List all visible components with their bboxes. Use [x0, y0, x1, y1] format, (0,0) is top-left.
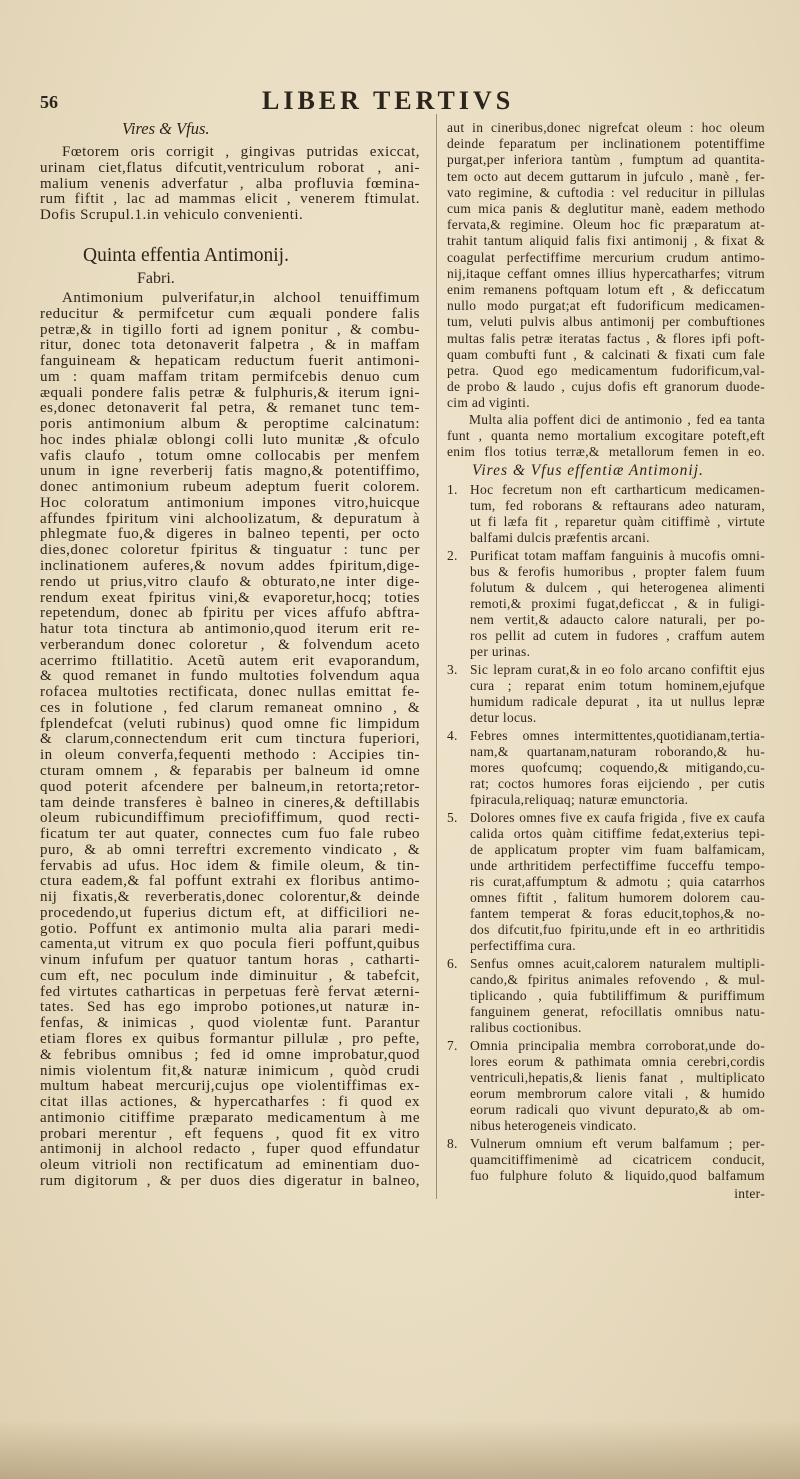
- text-line: hatur tota tinctura ab antimonio,quod iterum erit re-: [40, 621, 420, 638]
- item-number: 1.: [447, 482, 458, 497]
- text-line: cando,& fpiritus animales refovendo , & mul-: [470, 972, 765, 987]
- text-line: repetendum, donec ab fpiritu per vices affufo abftra-: [40, 605, 420, 622]
- text-line: fanguinem generat, refocillatis omnibus natu-: [470, 1004, 765, 1019]
- text-line: nam,& quartanam,naturam roborando,& hu-: [470, 744, 765, 759]
- list-item: [447, 1038, 765, 1134]
- text-line: omnes fiftit , falitum humorem dolorem cau-: [470, 890, 765, 905]
- text-line: camenta,ut vitrum ex quo pocula fieri poffunt,quibus: [40, 936, 420, 953]
- text-line: multas falis petræ iteratas factus , & flores ipfi poft-: [447, 330, 765, 346]
- text-line: deinde feparatum per inclinationem potentiffime: [447, 136, 765, 152]
- text-line: fervata,& regimine. Oleum hoc fic præparatum at-: [447, 217, 765, 233]
- item-number: 5.: [447, 810, 458, 825]
- list-item: [447, 482, 765, 546]
- text-line: oleum vitrioli non rectificatum ad eminentiam duo-: [40, 1157, 420, 1174]
- text-line: vato regimine, & cuftodia : vel reducitur in pillulas: [447, 184, 765, 200]
- catchword: inter-: [734, 1186, 765, 1201]
- text-line: fplendefcat (veluti rubinus) quod omne fic limpidum: [40, 715, 420, 732]
- text-line: Omnia principalia membra corroborat,unde do-: [470, 1038, 765, 1053]
- text-line: es,donec detonaverit fal petra, & remanet tunc tem-: [40, 400, 420, 417]
- list-item: [447, 662, 765, 726]
- text-line: lores eorum & pathimata omnia cerebri,cordis: [470, 1054, 765, 1069]
- item-text: [470, 662, 765, 726]
- text-line: tum, veluti pulvis albus antimonij per combuftiones: [447, 314, 765, 330]
- list-item: [447, 548, 765, 660]
- text-line: fenfas, & inimicas , quod violentæ funt. Parantur: [40, 1015, 420, 1032]
- item-text: [470, 810, 765, 954]
- text-line: fantem temperat & foras educit,tophos,& no-: [470, 906, 765, 921]
- text-line: balfami dulcis præfentis arcani.: [470, 530, 650, 545]
- list-item: [447, 810, 765, 954]
- item-text: [470, 482, 765, 546]
- column-rule: [436, 114, 437, 1199]
- item-text: [470, 548, 765, 660]
- numbered-list: [447, 482, 765, 1202]
- text-line: ficatum ter aut quater, connectes cum fuo fale rubeo: [40, 826, 420, 843]
- text-line: rum digitorum , & per duos dies digeratur in balneo,: [40, 1172, 420, 1189]
- text-line: nem vertit,& adaucto calore naturali, per po-: [470, 612, 765, 627]
- text-line: & quod remanet in fundo multoties folvendum aqua: [40, 668, 420, 685]
- text-line: Hoc fecretum non eft cartharticum medicamen-: [470, 482, 765, 497]
- right-paragraph-2: [447, 412, 765, 461]
- text-line: æquali pondere falis petræ & fulphuris,& iterum igni-: [40, 384, 420, 401]
- right-section-heading: Vires & Vfus effentiæ Antimonij.: [472, 462, 704, 479]
- text-line: folutum & dulcem , qui heterogenea alimenti: [470, 580, 765, 595]
- item-text: [470, 728, 765, 808]
- text-line: vafis claufo , totum omne collocabis per menfem: [40, 447, 420, 464]
- item-number: 2.: [447, 548, 458, 563]
- text-line: tam deinde transferes è balneo in cineres,& deftillabis: [40, 794, 420, 811]
- text-line: dies,donec coloretur fpiritus & tinguatur : tunc per: [40, 542, 420, 559]
- text-line: oleum rubicundiffimum preciofiffimum, quod recti-: [40, 810, 420, 827]
- text-line: quam combufti funt , & calcinati & fixati cum fale: [447, 346, 765, 362]
- text-line: ros pellit ad cutem in fudores , craffum autem: [470, 628, 765, 643]
- text-line: hoc indes phialæ oblongi colli luto munitæ ,& ofculo: [40, 431, 420, 448]
- text-line: aut in cineribus,donec nigrefcat oleum : hoc oleum: [447, 120, 765, 135]
- text-line: Febres omnes intermittentes,quotidianam,tertia-: [470, 728, 765, 743]
- text-line: per urinas.: [470, 644, 531, 659]
- text-line: nij,itaque ceffant omnes illius hypercatharfes; vitrum: [447, 265, 765, 281]
- text-line: rofacea multoties rectificata, donec nullas emittat fe-: [40, 684, 420, 701]
- text-line: rat; coctos humores foras eijciendo , per cutis: [470, 776, 765, 791]
- text-line: tiplicando , quia fubtiliffimum & puriffimum: [470, 988, 765, 1003]
- text-line: cim ad viginti.: [447, 395, 530, 411]
- text-line: rendo ut prius,vitro claufo & obturato,ne inter dige-: [40, 573, 420, 590]
- text-line: de applicatum propter vim fuam balfamicam,: [470, 842, 765, 857]
- text-line: bus & ferofis humoribus , propter falem fuum: [470, 564, 765, 579]
- text-line: Multa alia poffent dici de antimonio , fed ea tanta: [469, 411, 765, 427]
- text-line: cum mica panis & deglutitur manè, eadem methodo: [447, 201, 765, 217]
- running-title: LIBER TERTIVS: [262, 86, 515, 115]
- item-text: [470, 956, 765, 1036]
- text-line: ventriculi,hepatis,& lienis fanat , multiplicato: [470, 1070, 765, 1085]
- text-line: rum fiftit , lac ad mammas elicit , venerem ftimulat.: [40, 191, 420, 208]
- text-line: antimonio citiffime præparato medicamentum à me: [40, 1109, 420, 1126]
- text-line: perfectiffima cura.: [470, 938, 576, 953]
- text-line: eorum membrorum calore vitali , & humido: [470, 1086, 765, 1101]
- section-title: Quinta effentia Antimonij.: [83, 245, 289, 266]
- text-line: ces in folutione , fed clarum remaneat omnino , &: [40, 699, 420, 716]
- text-line: inclinationem auferes,& novum addes fpiritum,dige-: [40, 558, 420, 575]
- text-line: um : quam maffam tritam permifcebis denuo cum: [40, 368, 420, 385]
- item-text: [470, 1038, 765, 1134]
- text-line: multum habeat mercurij,cujus ope violentiffimas ex-: [40, 1078, 420, 1095]
- text-line: Dolores omnes five ex caufa frigida , five ex caufa: [470, 810, 765, 825]
- text-line: fed virtutes catharticas in perpetuas ferè fervat æterni-: [40, 983, 420, 1000]
- text-line: in oleum converfa,fequenti methodo : Accipies tin-: [40, 747, 420, 764]
- text-line: Sic lepram curat,& in eo folo arcano confiftit ejus: [470, 662, 765, 677]
- text-line: mores quofcumq; coquendo,& mitigando,cu-: [470, 760, 765, 775]
- text-line: tem octo aut decem guttarum in jufculo , manè , fer-: [447, 168, 765, 184]
- left-section-heading: Vires & Vfus.: [122, 119, 210, 138]
- list-item: [447, 728, 765, 808]
- text-line: etiam flores ex quibus formantur pillulæ , pro pefte,: [40, 1030, 420, 1047]
- text-line: Hoc coloratum antimonium impones vitro,huicque: [40, 494, 420, 511]
- text-line: & clarum,connectendum erit cum tinctura fuperiori,: [40, 731, 420, 748]
- section-subtitle: Fabri.: [137, 270, 175, 287]
- text-line: acerrimo ftillatitio. Acetũ autem erit evaporandum,: [40, 652, 420, 669]
- text-line: eorum radicali quo vivunt depurato,& ab om-: [470, 1102, 765, 1117]
- text-line: Purificat totam maffam fanguinis à mucofis omni-: [470, 548, 765, 563]
- text-line: cura ; reparat enim totum hominem,ejufque: [470, 678, 765, 693]
- text-line: Senfus omnes acuit,calorem naturalem multipli-: [470, 956, 765, 971]
- text-line: phlegmate fuo,& digeres in balneo tepenti, per octo: [40, 526, 420, 543]
- page-number: 56: [40, 92, 58, 112]
- text-line: nij fixatis,& reverberatis,donec colorentur,& deinde: [40, 889, 420, 906]
- text-line: vinum infufum per quatuor tantum horas , catharti-: [40, 952, 420, 969]
- list-item: [447, 1136, 765, 1184]
- text-line: Dofis Scrupul.1.in vehiculo convenienti.: [40, 207, 304, 224]
- text-line: cum eft, nec poculum inde diminuitur , & tabefcit,: [40, 967, 420, 984]
- item-number: 7.: [447, 1038, 458, 1053]
- item-number: 6.: [447, 956, 458, 971]
- right-paragraph-1: [447, 120, 765, 412]
- text-line: fanguineam & hepaticam reductum fuerit antimoni-: [40, 353, 420, 370]
- intro-paragraph: [40, 145, 420, 224]
- text-line: quamcitiffimenimè ad cicatricem conducit,: [470, 1152, 765, 1167]
- list-item: [447, 956, 765, 1036]
- item-number: 3.: [447, 662, 458, 677]
- text-line: & febribus omnibus ; fed id omne improbatur,quod: [40, 1046, 420, 1063]
- text-line: calida ortos quàm citiffime fedat,exterius tepi-: [470, 826, 765, 841]
- text-line: detur locus.: [470, 710, 537, 725]
- text-line: gotio. Poffunt ex antimonio multa alia parari medi-: [40, 920, 420, 937]
- text-line: nimis violentum fit,& naturæ inimicum , quòd crudi: [40, 1062, 420, 1079]
- text-line: donec antimonium rubeum adeptum fuerit colorem.: [40, 479, 420, 496]
- text-line: antimonij in alchool redacto , fuper quod effundatur: [40, 1141, 420, 1158]
- text-line: procedendo,ut fuperius dictum eft, at difficiliori ne-: [40, 904, 420, 921]
- text-line: trahit tantum aliquid falis fixi antimonij , & fixat &: [447, 233, 765, 249]
- text-line: de probo & laudo , cujus dofis eft granorum duode-: [447, 379, 765, 395]
- text-line: humidum radicale depurat , ita ut nullus lepræ: [470, 694, 765, 709]
- text-line: ut fi læfa fit , reparetur quàm citiffimè , virtute: [470, 514, 765, 529]
- text-line: coagulat perfectiffime mercurium crudum antimo-: [447, 249, 765, 265]
- text-line: purgat,per inferiora tantùm , fumptum ad quantita-: [447, 152, 765, 168]
- text-line: petræ,& in tigillo forti ad ignem ponitur , & combu-: [40, 321, 420, 338]
- text-line: urinam ciet,flatus difcutit,ventriculum roborat , ani-: [40, 159, 420, 176]
- text-line: unde arthritidem perfectiffime fucceffu tempo-: [470, 858, 765, 873]
- text-line: unum in igne reverberij fatis magno,& potentiffimo,: [40, 463, 420, 480]
- text-line: rendum exeat fpiritus vini,& evaporetur,hocq; toties: [40, 589, 420, 606]
- item-number: 8.: [447, 1136, 458, 1151]
- text-line: ris curat,affumptum & admotu ; quia catarrhos: [470, 874, 765, 889]
- text-line: poris antimonium album & peroptime calcinatum:: [40, 416, 420, 433]
- text-line: quod poterit afcendere per balneum,in retorta;retor-: [40, 778, 420, 795]
- text-line: affundes fpiritum vini alchoolizatum, & depuratum à: [40, 510, 420, 527]
- text-line: tum, fed roborans & reftaurans adeo naturam,: [470, 498, 765, 513]
- text-line: citat illas actiones, & hypercatharfes : fi quod ex: [40, 1094, 420, 1111]
- text-line: enim remanens poftquam lotum eft , & deficcatum: [447, 282, 765, 298]
- text-line: fuo fulphure foluto & liquido,quod balfamum: [470, 1168, 765, 1183]
- text-line: ritur, donec tota detonaverit falpetra , & in maffam: [40, 337, 420, 354]
- text-line: malium venenis adverfatur , alba profluvia fœmina-: [40, 175, 420, 192]
- text-line: probari merentur , eft fequens , quod fit ex vitro: [40, 1125, 420, 1142]
- text-line: funt , quanta nemo mortalium excogitare poteft,eft: [447, 427, 765, 443]
- text-line: ralibus coctionibus.: [470, 1020, 582, 1035]
- body-paragraph: [40, 291, 420, 1190]
- text-line: puro, & ab omni terreftri excremento vindicato , &: [40, 841, 420, 858]
- text-line: fervabis ad ufus. Hoc idem & fimile oleum, & tin-: [40, 857, 420, 874]
- text-line: enim flos totius terræ,& metallorum femen in eo.: [447, 444, 765, 459]
- text-line: tates. Sed has ego improbo potiones,ut naturæ in-: [40, 999, 420, 1016]
- text-line: verberandum donec coloretur , & folvendum aceto: [40, 636, 420, 653]
- text-line: remoti,& proximi fugat,deficcat , & in fuligi-: [470, 596, 765, 611]
- item-number: 4.: [447, 728, 458, 743]
- text-line: petra. Quod ego medicamentum fudorificum,val-: [447, 363, 765, 379]
- text-line: dos difcutit,fuo fpiritu,unde eft in eo arthritidis: [470, 922, 765, 937]
- item-text: [470, 1136, 765, 1184]
- text-line: ctura eadem,& fal poffunt extrahi ex floribus antimo-: [40, 873, 420, 890]
- text-line: Vulnerum omnium eft verum balfamum ; per-: [470, 1136, 765, 1151]
- text-line: reducitur & permifcetur cum æquali pondere falis: [40, 305, 420, 322]
- text-line: Antimonium pulverifatur,in alchool tenuiffimum: [62, 290, 420, 306]
- text-line: nibus heterogeneis vindicato.: [470, 1118, 637, 1133]
- text-line: Fœtorem oris corrigit , gingivas putridas exiccat,: [62, 144, 420, 160]
- text-line: fpiracula,reliquaq; naturæ emunctoria.: [470, 792, 689, 807]
- text-line: nullo modo purgat;at eft fudorificum medicamen-: [447, 298, 765, 314]
- text-line: cturam omnem , & feparabis per balneum id omne: [40, 762, 420, 779]
